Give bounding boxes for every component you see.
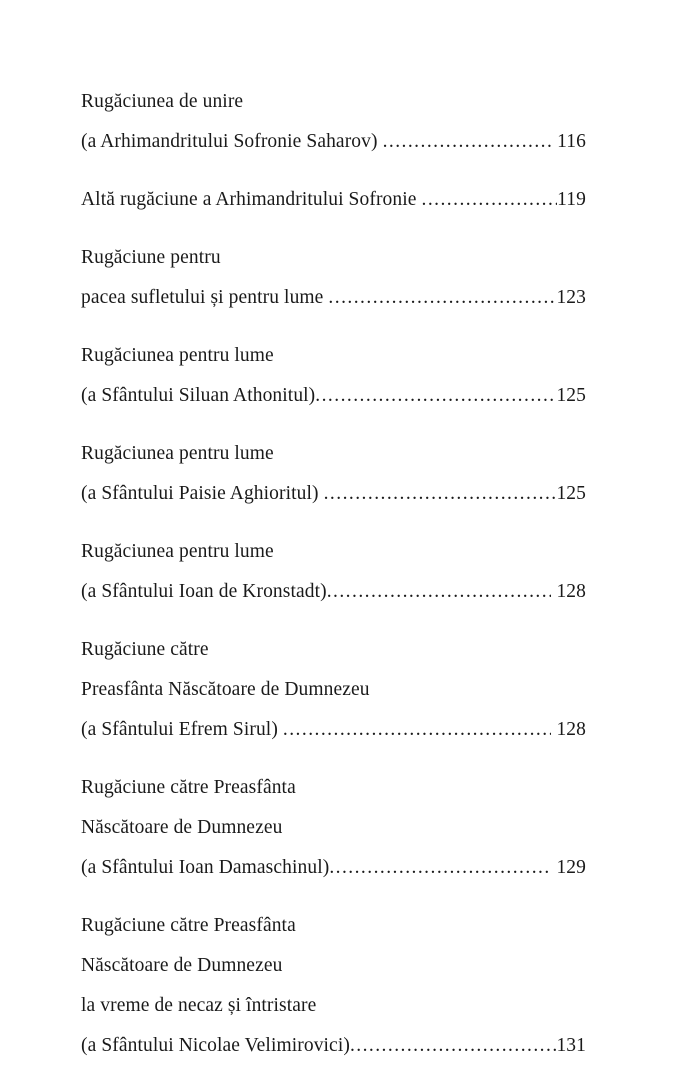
toc-entry-line: Preasfânta Născătoare de Dumnezeu: [81, 679, 370, 700]
toc-entry[interactable]: [81, 180, 586, 220]
toc-entry-title: (a Sfântului Siluan Athonitul): [81, 385, 316, 406]
toc-entry-last-line: [81, 1026, 586, 1066]
toc-entry-title: Altă rugăciune a Arhimandritului Sofronie: [81, 189, 422, 210]
toc-entry-title: (a Sfântului Efrem Sirul): [81, 719, 283, 740]
table-of-contents-list: [81, 82, 586, 1066]
toc-entry-last-line: [81, 376, 586, 416]
dot-leader: [324, 474, 557, 514]
dot-leader: [422, 180, 558, 220]
toc-entry[interactable]: [81, 434, 586, 514]
toc-entry-title: (a Arhimandritului Sofronie Saharov): [81, 131, 383, 152]
toc-entry-line: Rugăciune către: [81, 639, 209, 660]
dot-leader: [327, 572, 552, 612]
toc-entry-line: Născătoare de Dumnezeu: [81, 817, 283, 838]
toc-entry-title: pacea sufletului și pentru lume: [81, 287, 329, 308]
toc-entry-last-line: [81, 572, 586, 612]
page-number: 125: [556, 385, 586, 406]
toc-entry-last-line: [81, 122, 586, 162]
page-number: 125: [556, 483, 586, 504]
toc-entry[interactable]: [81, 906, 586, 1066]
dot-leader: [350, 1026, 557, 1066]
toc-entry-line: Rugăciunea pentru lume: [81, 345, 274, 366]
page-number: 129: [551, 857, 586, 878]
page-number: 116: [552, 131, 586, 152]
toc-entry[interactable]: [81, 82, 586, 162]
toc-entry-line: Rugăciune către Preasfânta: [81, 915, 296, 936]
page-number: 131: [556, 1035, 586, 1056]
toc-entry-line: Rugăciune către Preasfânta: [81, 777, 296, 798]
toc-entry[interactable]: [81, 768, 586, 888]
toc-entry-last-line: [81, 278, 586, 318]
page-number: 119: [557, 189, 586, 210]
toc-entry-last-line: [81, 848, 586, 888]
toc-entry-last-line: [81, 710, 586, 750]
toc-entry-line: la vreme de necaz și întristare: [81, 995, 317, 1016]
page-number: 123: [556, 287, 586, 308]
toc-entry-last-line: [81, 474, 586, 514]
dot-leader: [329, 848, 551, 888]
page-number: 128: [551, 581, 586, 602]
dot-leader: [328, 278, 556, 318]
toc-entry-title: (a Sfântului Ioan Damaschinul): [81, 857, 330, 878]
toc-entry-title: (a Sfântului Paisie Aghioritul): [81, 483, 324, 504]
toc-entry[interactable]: [81, 238, 586, 318]
toc-entry[interactable]: [81, 532, 586, 612]
toc-entry-line: Rugăciunea pentru lume: [81, 541, 274, 562]
toc-entry-title: (a Sfântului Nicolae Velimirovici): [81, 1035, 350, 1056]
toc-entry[interactable]: [81, 630, 586, 750]
page-number: 128: [551, 719, 586, 740]
toc-entry-last-line: [81, 180, 586, 220]
dot-leader: [383, 122, 553, 162]
dot-leader: [283, 710, 552, 750]
toc-entry-line: Rugăciunea pentru lume: [81, 443, 274, 464]
toc-entry[interactable]: [81, 336, 586, 416]
toc-entry-line: Născătoare de Dumnezeu: [81, 955, 283, 976]
toc-entry-line: Rugăciune pentru: [81, 247, 221, 268]
dot-leader: [315, 376, 556, 416]
toc-entry-title: (a Sfântului Ioan de Kronstadt): [81, 581, 327, 602]
toc-entry-line: Rugăciunea de unire: [81, 91, 244, 112]
